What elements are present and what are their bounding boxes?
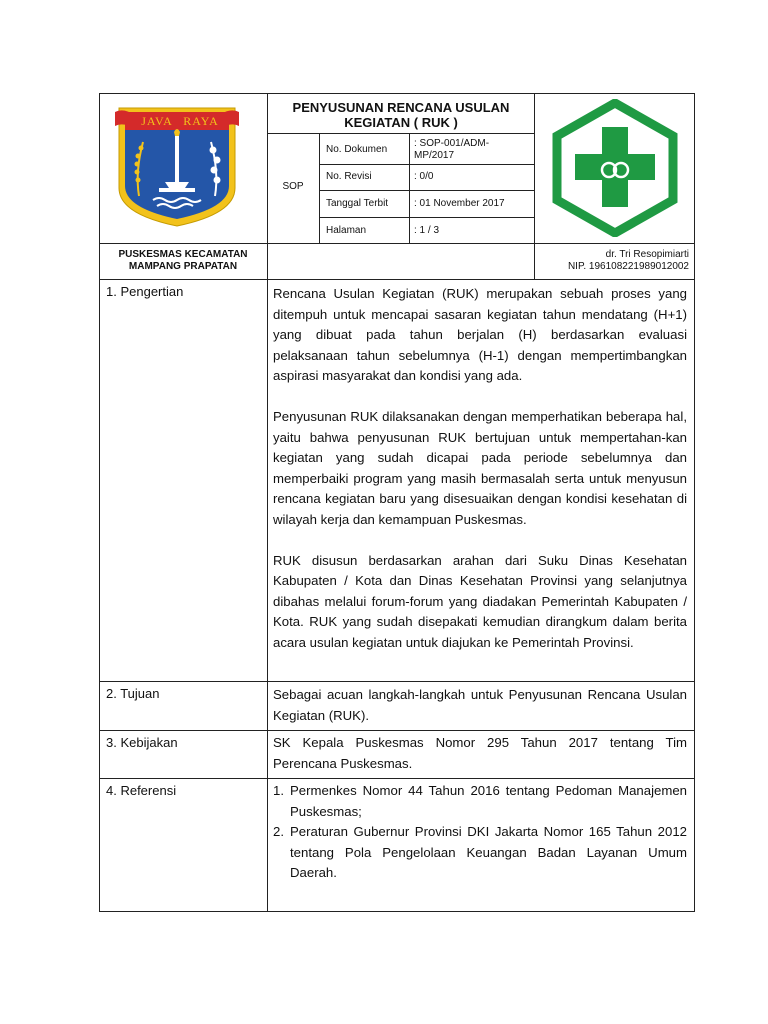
divider bbox=[267, 133, 534, 134]
section-content-pengertian bbox=[273, 284, 687, 653]
section-label-pengertian: 1. Pengertian bbox=[106, 284, 184, 299]
divider bbox=[534, 93, 535, 280]
emblem-banner-text-left: JAVA bbox=[141, 114, 173, 128]
puskesmas-logo bbox=[545, 99, 685, 237]
section-label-kebijakan: 3. Kebijakan bbox=[106, 735, 178, 750]
signer-nip: NIP. 196108221989012002 bbox=[567, 261, 689, 272]
field-value-no-dokumen: : SOP-001/ADM-MP/2017 bbox=[414, 138, 490, 161]
field-value-halaman: : 1 / 3 bbox=[414, 225, 440, 236]
document-header bbox=[99, 93, 695, 280]
sop-label: SOP bbox=[282, 181, 304, 192]
list-text: Permenkes Nomor 44 Tahun 2016 tentang Pedoman Manajemen Puskesmas; bbox=[290, 783, 687, 819]
document-title: PENYUSUNAN RENCANA USULAN KEGIATAN ( RUK ) bbox=[292, 100, 510, 130]
section-label-tujuan: 2. Tujuan bbox=[106, 686, 160, 701]
paragraph: Rencana Usulan Kegiatan (RUK) merupakan sebuah proses yang ditempuh untuk mencapai sasaran kegiatan tahun mendatang (H+1) yang dibuat pada tahun berjalan (H) berdasarkan evaluasi pelaksanaan tahun sebelumnya (H-1) dengan mempertimbangkan aspirasi masyarakat dan kondisi yang ada. bbox=[273, 286, 687, 383]
divider bbox=[319, 190, 534, 191]
list-text: Peraturan Gubernur Provinsi DKI Jakarta Nomor 165 Tahun 2012 tentang Pola Pengelolaan Keuangan Badan Layanan Umum Daerah. bbox=[290, 824, 687, 880]
paragraph: Penyusunan RUK dilaksanakan dengan memperhatikan beberapa hal, yaitu bahwa penyusunan RUK bertujuan untuk mempertahan-kan kegiatan yang sudah dicapai pada periode sebelumnya dan memperbaiki program yang masih bermasalah serta untuk menyusun rencana kegiatan baru yang disesuaikan dengan kondisi kesehatan di wilayah kerja dan kemampuan Puskesmas. bbox=[273, 409, 687, 527]
field-label-no-revisi: No. Revisi bbox=[326, 171, 372, 182]
paragraph: RUK disusun berdasarkan arahan dari Suku Dinas Kesehatan Kabupaten / Kota dan Dinas Kesehatan Provinsi yang selanjutnya dibahas melalui forum-forum yang diadakan Pemerintah Kabupaten / Kota. RUK yang sudah disepakati kemudian dirangkum dalam berita acara usulan kegiatan untuk diajukan ke Pemerintah Provinsi. bbox=[273, 552, 687, 650]
field-label-halaman: Halaman bbox=[326, 225, 367, 236]
section-label-referensi: 4. Referensi bbox=[106, 783, 177, 798]
divider bbox=[99, 243, 695, 244]
list-item bbox=[273, 781, 687, 822]
divider bbox=[319, 164, 534, 165]
divider bbox=[319, 133, 320, 243]
list-number: 2. bbox=[273, 824, 284, 839]
field-value-no-revisi: : 0/0 bbox=[414, 171, 434, 182]
divider bbox=[319, 217, 534, 218]
field-label-tanggal-terbit: Tanggal Terbit bbox=[326, 198, 389, 209]
section-content-kebijakan: SK Kepala Puskesmas Nomor 295 Tahun 2017 tentang Tim Perencana Puskesmas. bbox=[273, 735, 687, 771]
divider bbox=[409, 133, 410, 243]
section-content-tujuan: Sebagai acuan langkah-langkah untuk Penyusunan Rencana Usulan Kegiatan (RUK). bbox=[273, 687, 687, 723]
section-content-referensi bbox=[273, 781, 687, 884]
list-item bbox=[273, 822, 687, 884]
emblem-banner-text-right: RAYA bbox=[183, 114, 219, 128]
org-name: PUSKESMAS KECAMATAN MAMPANG PRAPATAN bbox=[118, 249, 248, 272]
field-label-no-dokumen: No. Dokumen bbox=[326, 144, 388, 155]
field-value-tanggal-terbit: : 01 November 2017 bbox=[414, 198, 505, 209]
list-number: 1. bbox=[273, 783, 284, 798]
jakarta-emblem-logo bbox=[113, 102, 241, 230]
signer-name: dr. Tri Resopimiarti bbox=[605, 249, 689, 260]
